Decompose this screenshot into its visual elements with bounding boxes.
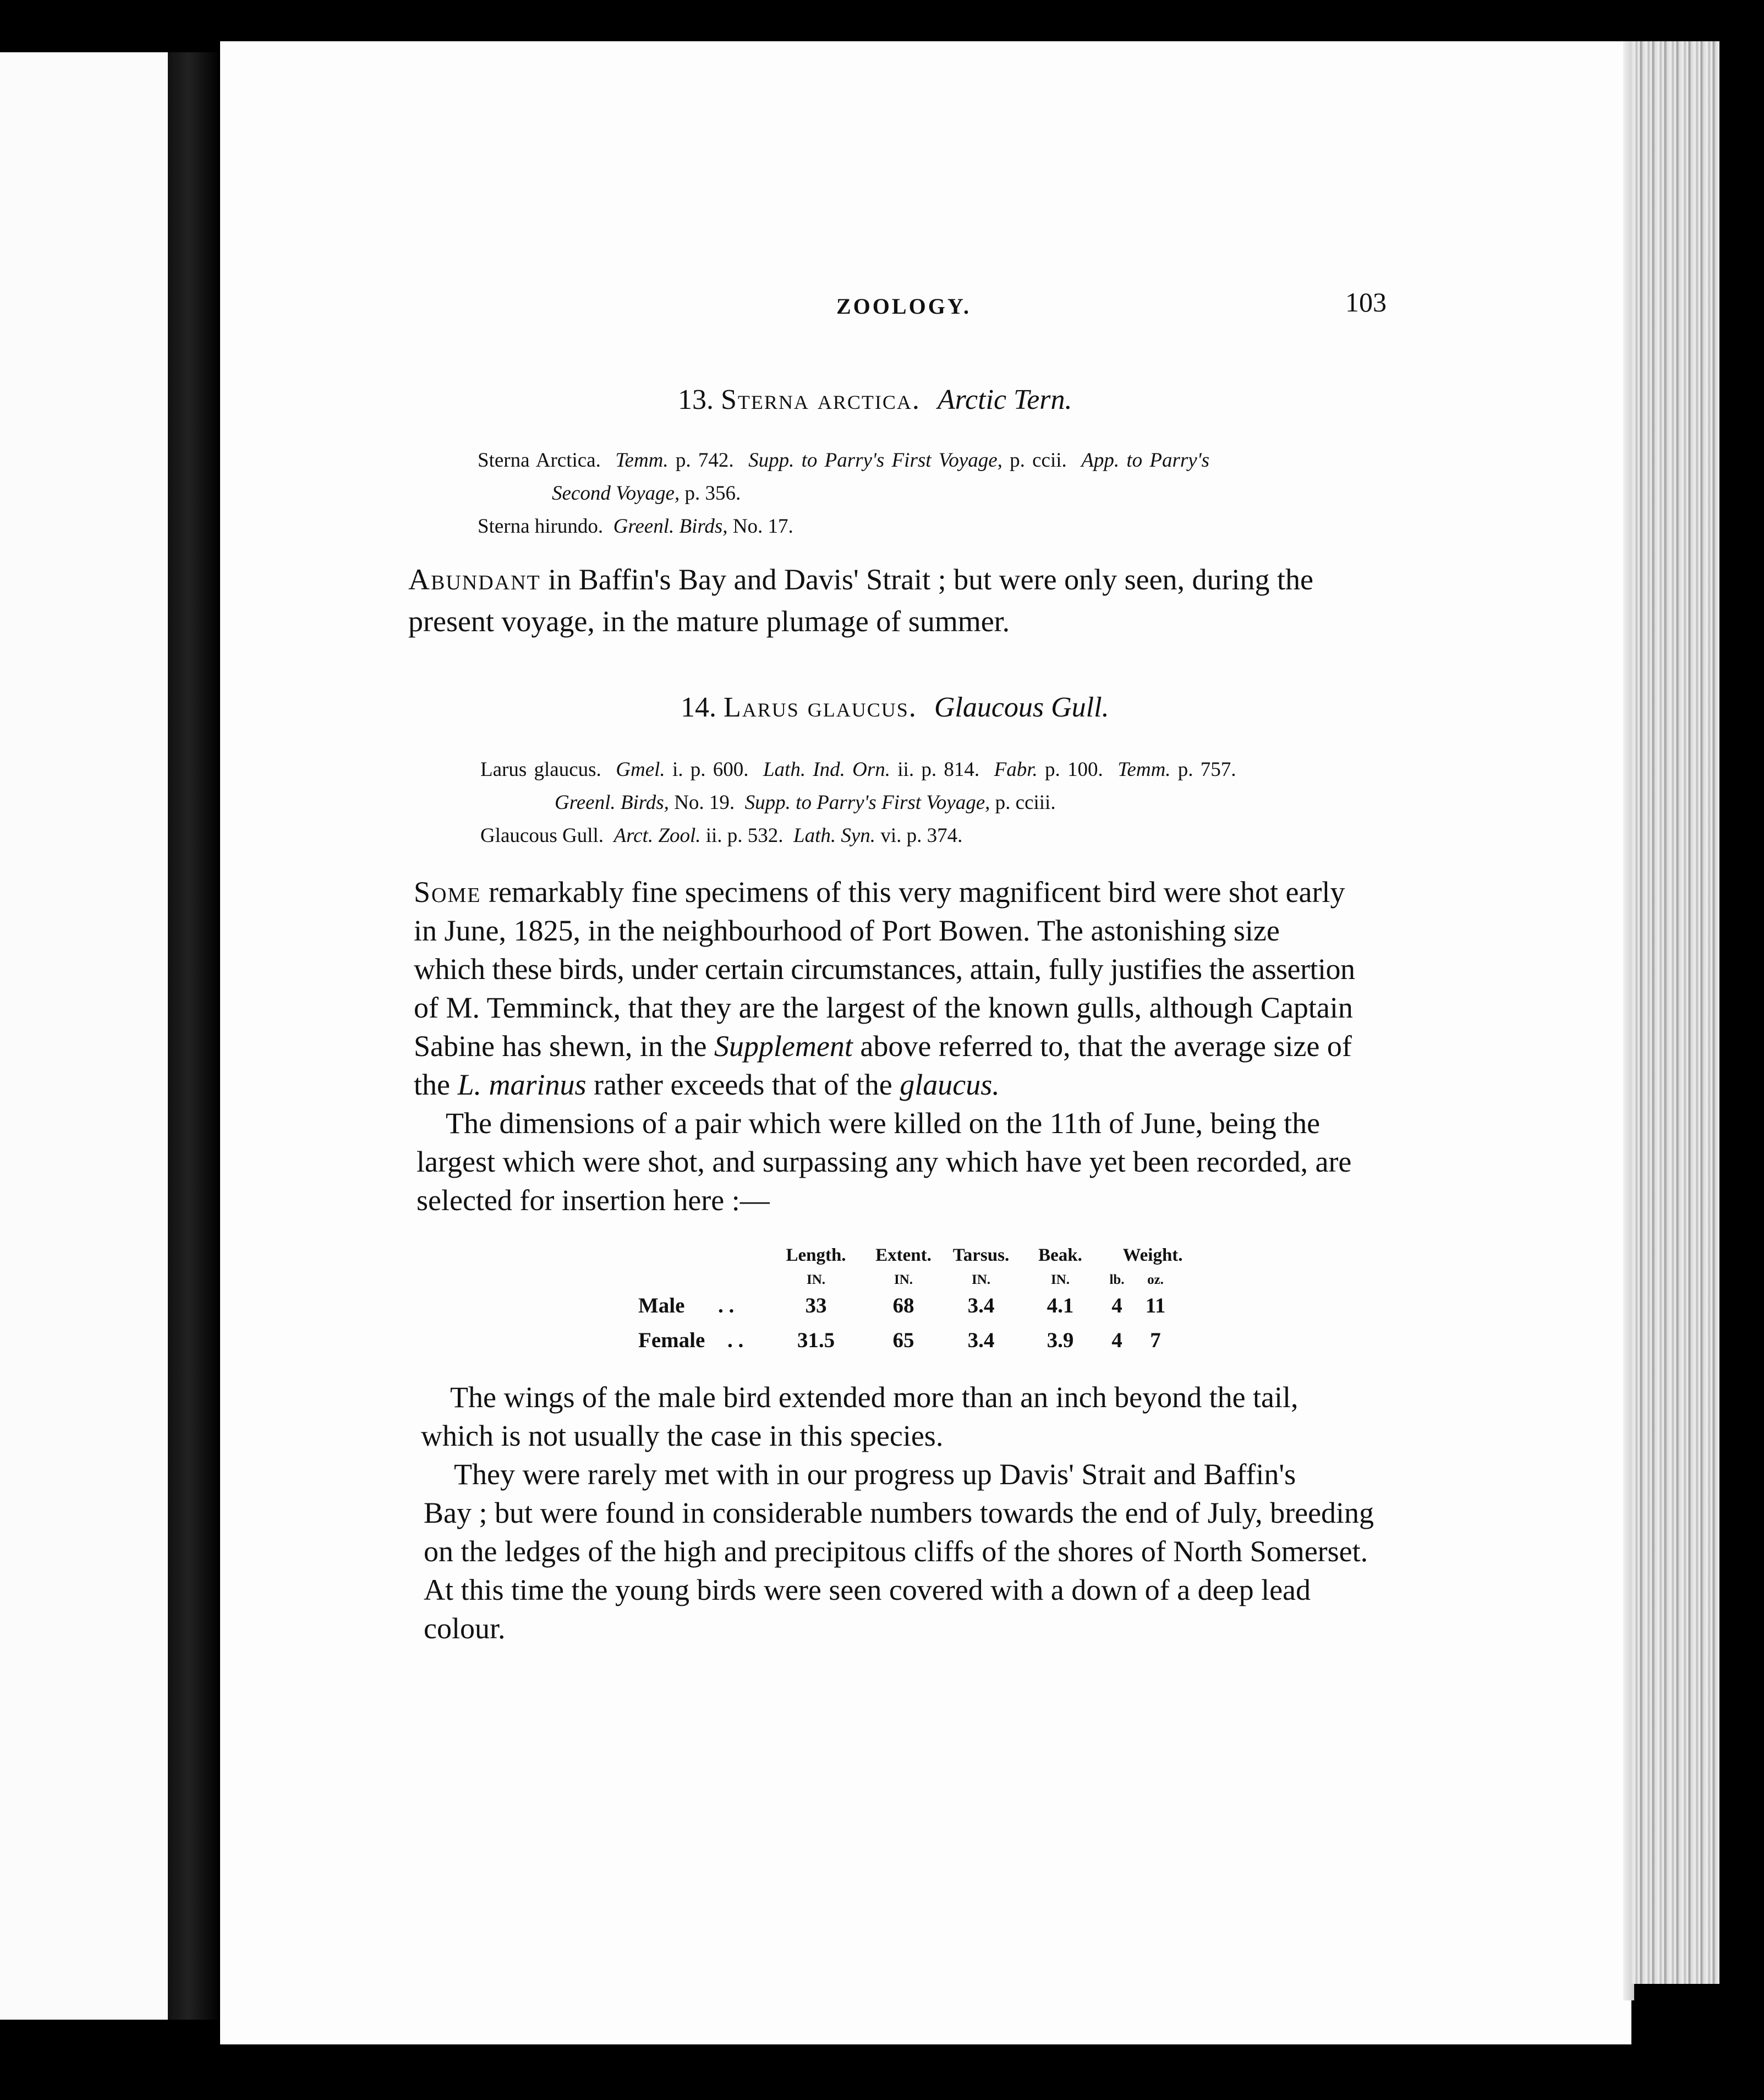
paragraph-line [414,1029,1352,1063]
paragraph-text: above referred to, that the average size of [860,1030,1352,1063]
synonym-ref: Supp. to Parry's First Voyage, [748,449,1002,472]
book-gutter [168,52,220,2020]
paragraph-text: Sabine has shewn, in the [414,1030,707,1063]
paragraph-line: At this time the young birds were seen covered with a down of a deep lead [424,1573,1311,1606]
synonym-name: Sterna hirundo. [478,515,604,538]
table-unit: IN. [894,1272,913,1287]
table-unit: lb. [1109,1272,1125,1287]
paragraph-line: which these birds, under certain circumstances, attain, fully justifies the assertion [414,953,1355,986]
synonymy-line [478,515,793,538]
synonym-ref: Supp. to Parry's First Voyage, [744,791,990,814]
synonym-page: p. 742. [675,449,734,472]
synonym-ref: Lath. Ind. Orn. [763,758,891,781]
paragraph-line: which is not usually the case in this species. [421,1419,944,1452]
paragraph-lead: Abundant [408,563,541,596]
synonym-ref: Greenl. Birds, [613,515,728,538]
paragraph-lead: Some [414,876,481,909]
paragraph-line: present voyage, in the mature plumage of summer. [408,605,1010,638]
table-cell: 7 [1150,1328,1161,1352]
synonym-page: p. 100. [1045,758,1103,781]
synonym-ref: Lath. Syn. [793,824,876,847]
table-row-label: Male [638,1294,685,1317]
table-unit: IN. [806,1272,826,1287]
paragraph-italic: L. marinus [457,1068,587,1101]
table-cell: 31.5 [797,1328,835,1352]
synonym-name: Larus glaucus. [480,758,601,781]
paragraph-line: The dimensions of a pair which were killed on the 11th of June, being the [446,1107,1321,1140]
synonym-ref: Temm. [1117,758,1171,781]
table-row-label: Female [638,1328,705,1352]
paragraph-line: on the ledges of the high and precipitous cliffs of the shores of North Somerset. [424,1535,1368,1568]
synonym-page: p. 757. [1177,758,1236,781]
synonym-page: vi. p. 374. [880,824,963,847]
section-common-name: Arctic Tern. [937,384,1072,415]
paragraph-line: in June, 1825, in the neighbourhood of Port Bowen. The astonishing size [414,914,1280,947]
table-row-dots: . . [718,1294,735,1317]
section-latin-name: Sterna arctica. [721,384,921,415]
paragraph-line: largest which were shot, and surpassing any which have yet been recorded, are [417,1145,1352,1178]
paragraph-text: in Baffin's Bay and Davis' Strait ; but were only seen, during the [548,563,1313,596]
synonym-ref: Greenl. Birds, [555,791,669,814]
synonymy-line [555,791,1056,814]
table-unit: IN. [971,1272,991,1287]
synonym-ref: App. to Parry's [1081,449,1210,472]
table-header: Beak. [1038,1245,1082,1265]
paragraph-line [414,1068,1000,1102]
table-cell: 3.9 [1047,1328,1074,1352]
synonym-page: p. 356. [684,482,741,505]
synonym-ref: Arct. Zool. [613,824,701,847]
table-cell: 3.4 [967,1328,995,1352]
page-number: 103 [1345,287,1387,318]
table-cell: 33 [805,1294,827,1317]
table-header: Weight. [1122,1245,1183,1265]
table-cell: 65 [892,1328,914,1352]
synonym-page: No. 19. [674,791,735,814]
paragraph-text: the [414,1068,450,1101]
page-stack-edge [1631,41,1719,1984]
table-header: Length. [786,1245,846,1265]
section-14-heading [681,691,1109,724]
synonym-ref: Gmel. [616,758,665,781]
table-row-dots: . . [727,1328,744,1352]
paragraph-italic: glaucus. [900,1068,1000,1101]
paragraph-line [414,875,1345,909]
section-13-heading [678,384,1072,416]
synonymy-line [552,482,741,505]
section-number: 14. [681,692,716,723]
table-unit: IN. [1050,1272,1070,1287]
paragraph-italic: Supplement [714,1030,853,1063]
section-number: 13. [678,384,714,415]
synonym-page: ii. p. 814. [897,758,980,781]
section-common-name: Glaucous Gull. [934,692,1109,723]
synonym-page: i. p. 600. [672,758,749,781]
table-header: Extent. [875,1245,932,1265]
synonymy-line [480,824,962,847]
table-cell: 11 [1145,1294,1166,1317]
paragraph-line: of M. Temminck, that they are the largest of the known gulls, although Captain [414,991,1353,1024]
paragraph-line: They were rarely met with in our progress up Davis' Strait and Baffin's [454,1458,1296,1491]
table-cell: 3.4 [967,1294,995,1317]
synonym-ref: Second Voyage, [552,482,680,505]
synonym-ref: Fabr. [994,758,1038,781]
table-unit: oz. [1147,1272,1164,1287]
synonym-page: No. 17. [732,515,793,538]
paragraph-line: The wings of the male bird extended more than an inch beyond the tail, [450,1381,1299,1414]
table-cell: 4 [1111,1328,1122,1352]
running-head: ZOOLOGY. [836,294,972,319]
synonym-name: Sterna Arctica. [478,449,601,472]
synonym-page: p. cciii. [995,791,1056,814]
section-latin-name: Larus glaucus. [724,692,917,723]
left-page [0,52,168,2020]
paragraph-text: remarkably fine specimens of this very magnificent bird were shot early [488,876,1345,909]
synonymy-line [480,758,1236,781]
synonym-name: Glaucous Gull. [480,824,604,847]
table-header: Tarsus. [952,1245,1010,1265]
synonymy-line [478,449,1209,472]
paragraph-line [408,562,1313,597]
table-cell: 4 [1111,1294,1122,1317]
table-cell: 68 [892,1294,914,1317]
paragraph-line: colour. [424,1612,506,1645]
synonym-ref: Temm. [615,449,669,472]
synonym-page: ii. p. 532. [705,824,784,847]
paragraph-line: selected for insertion here :— [417,1184,770,1217]
table-cell: 4.1 [1047,1294,1074,1317]
synonym-page: p. ccii. [1010,449,1067,472]
paragraph-text: rather exceeds that of the [594,1068,892,1101]
paragraph-line: Bay ; but were found in considerable numbers towards the end of July, breeding [424,1496,1374,1529]
